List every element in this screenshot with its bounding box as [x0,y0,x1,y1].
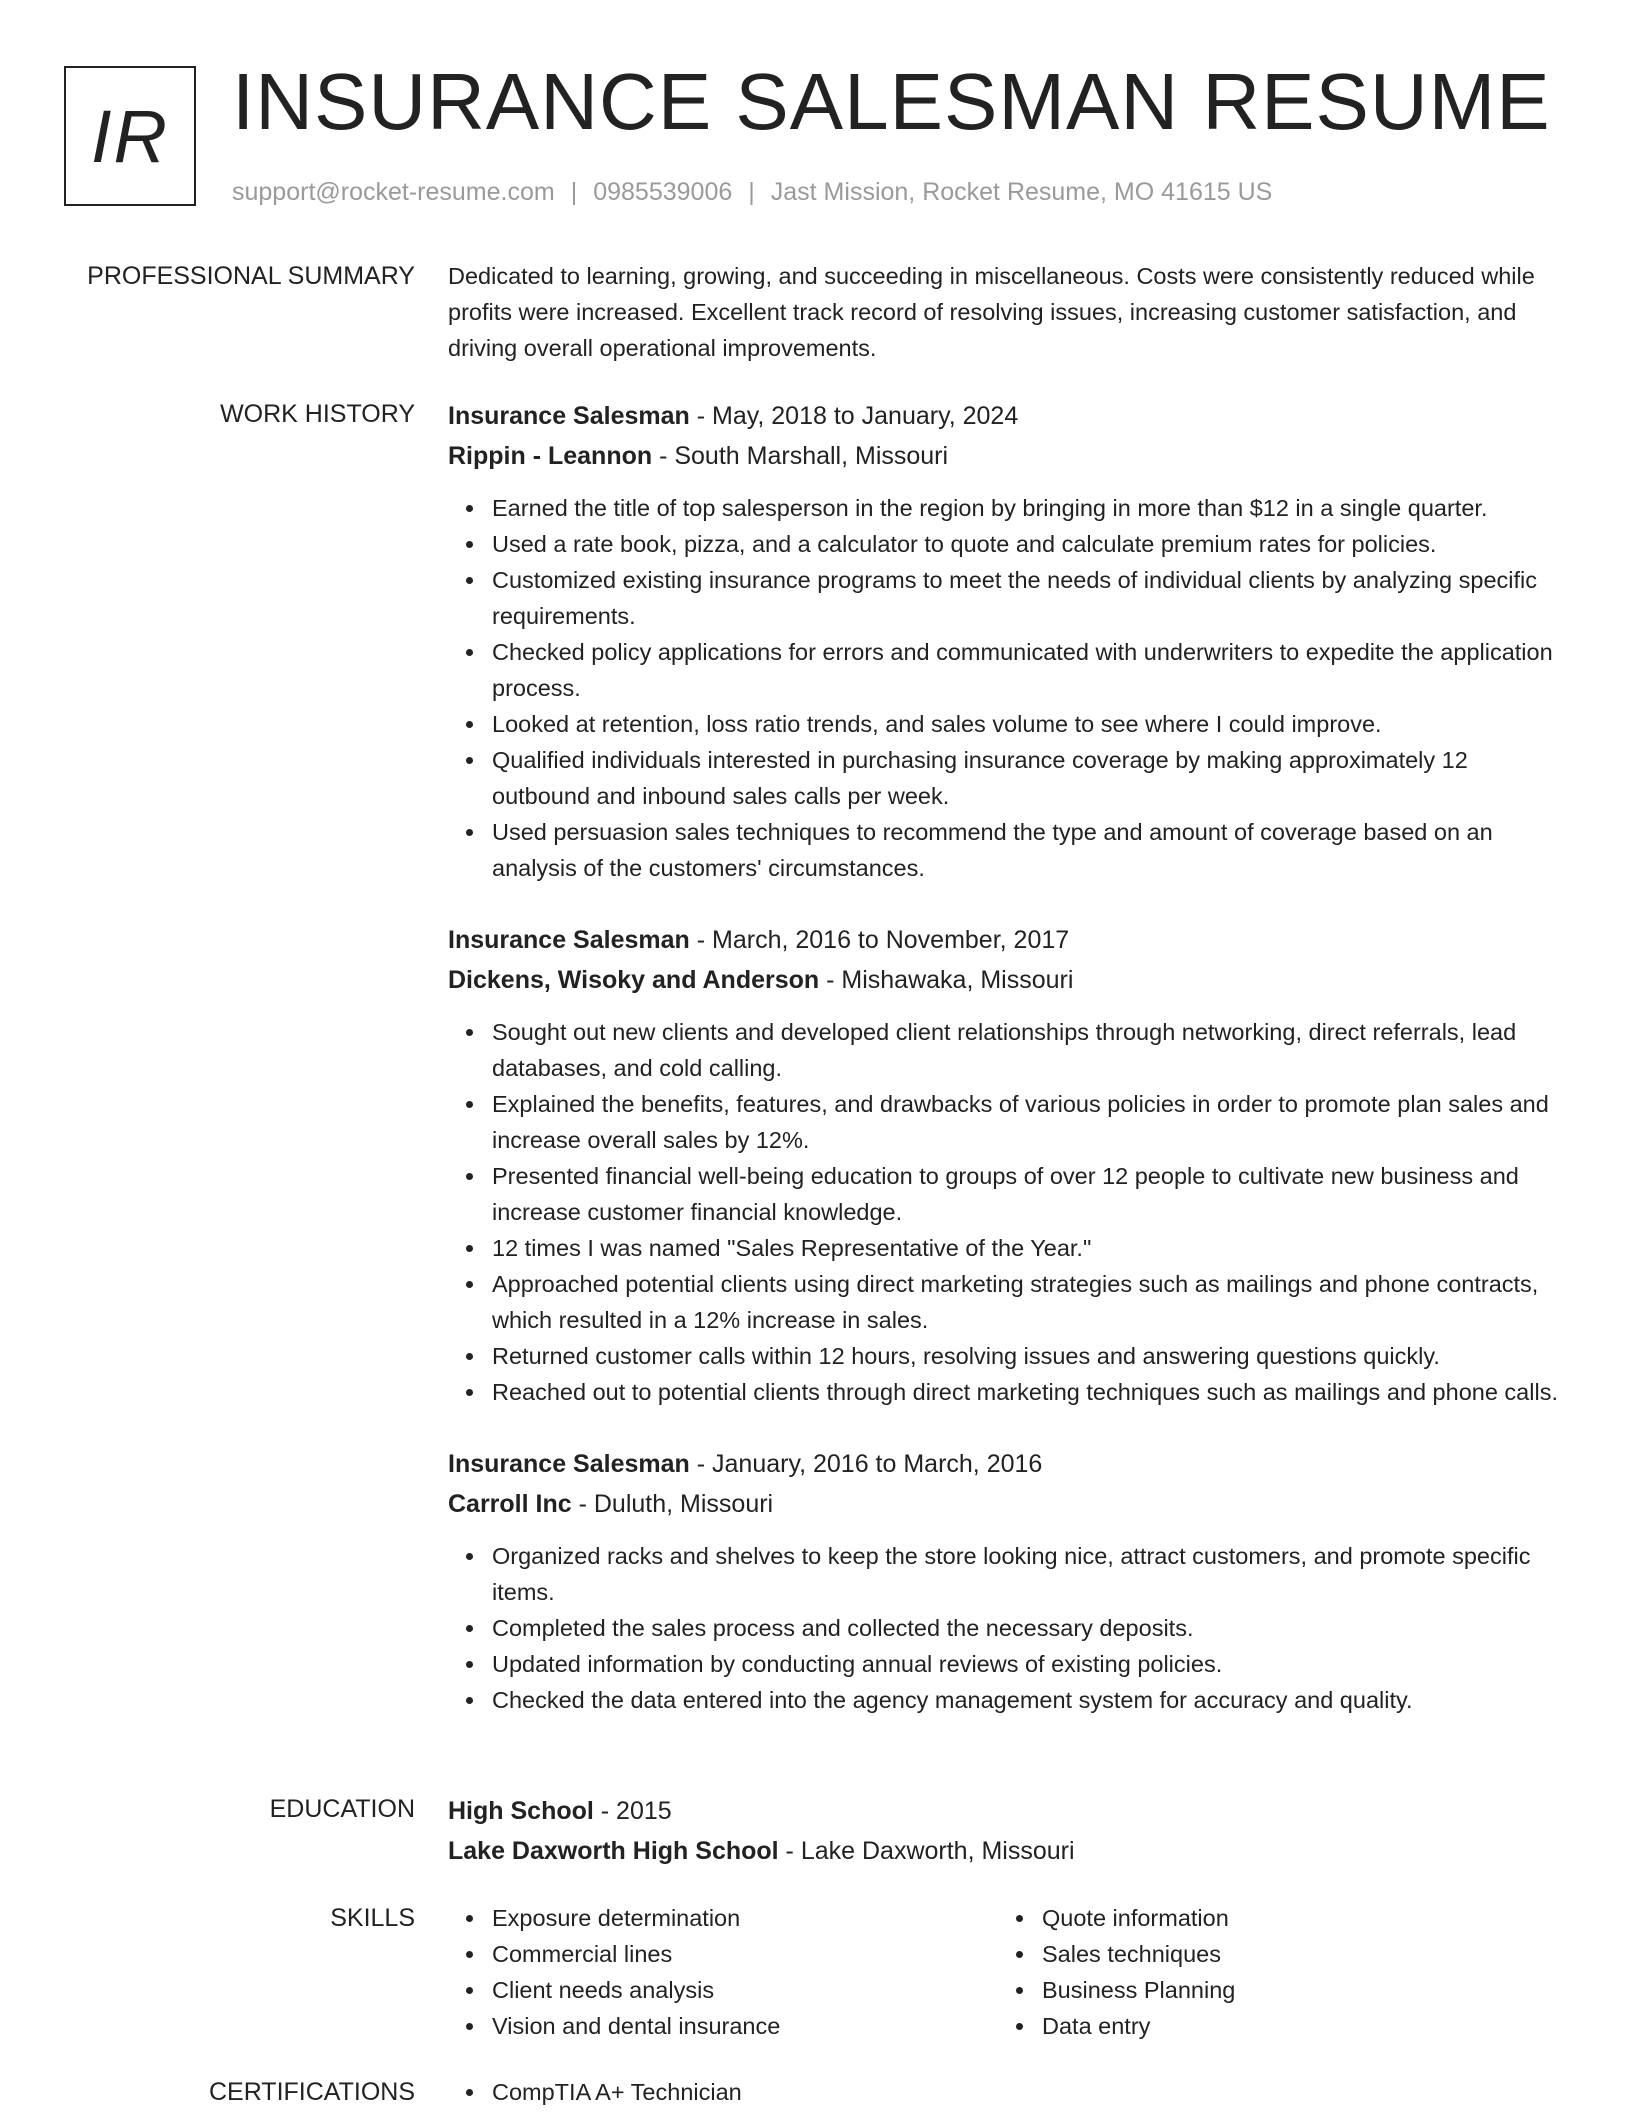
job-entry [448,920,1568,1410]
education-year: - 2015 [593,1797,672,1825]
job-title-line [448,396,1568,436]
job-dates: - May, 2018 to January, 2024 [689,402,1019,430]
skill-item: Business Planning [1042,1972,1518,2008]
job-bullet: Used persuasion sales techniques to recommend the type and amount of coverage based on an analysis of the customers' circumstances. [492,814,1568,886]
summary-text: Dedicated to learning, growing, and succeeding in miscellaneous. Costs were consistently reduced while profits were increased. Excellent track record of resolving issues, increasing customer satisfaction, and driving overall operational improvements. [448,263,1535,361]
job-location: - Duluth, Missouri [571,1490,774,1518]
section-label-skills: SKILLS [330,1904,415,1932]
job-dates: - January, 2016 to March, 2016 [689,1450,1043,1478]
resume-title: INSURANCE SALESMAN RESUME [232,57,1551,146]
skill-item: Vision and dental insurance [492,2008,998,2044]
job-entry [448,396,1568,886]
certifications-list [448,2074,1568,2110]
job-company: Dickens, Wisoky and Anderson [448,966,820,994]
skill-item: Sales techniques [1042,1936,1518,1972]
skills-column-right [998,1900,1518,2044]
job-bullet: Sought out new clients and developed client relationships through networking, direct referrals, lead databases, and cold calling. [492,1014,1568,1086]
job-bullets [448,1538,1568,1718]
job-title: Insurance Salesman [448,926,690,954]
job-dates: - March, 2016 to November, 2017 [689,926,1070,954]
job-bullet: Earned the title of top salesperson in the region by bringing in more than $12 in a single quarter. [492,490,1568,526]
monogram-logo: IR [64,66,196,206]
education-school-line [448,1831,1568,1871]
contact-address: Jast Mission, Rocket Resume, MO 41615 US [770,178,1273,206]
section-label-summary: PROFESSIONAL SUMMARY [87,262,415,290]
education-school: Lake Daxworth High School [448,1837,779,1865]
section-label-education: EDUCATION [269,1795,415,1823]
job-bullet: Checked the data entered into the agency management system for accuracy and quality. [492,1682,1568,1718]
certifications-column [448,2074,998,2110]
contact-phone: 0985539006 [593,178,733,206]
section-label-certifications: CERTIFICATIONS [208,2078,415,2106]
job-company: Rippin - Leannon [448,442,653,470]
job-bullet: Customized existing insurance programs to meet the needs of individual clients by analyzing specific requirements. [492,562,1568,634]
job-bullet: Updated information by conducting annual reviews of existing policies. [492,1646,1568,1682]
job-bullets [448,1014,1568,1410]
job-location: - South Marshall, Missouri [652,442,949,470]
job-bullet: Qualified individuals interested in purchasing insurance coverage by making approximately 12 outbound and inbound sales calls per week. [492,742,1568,814]
job-title-line [448,920,1568,960]
job-bullet: 12 times I was named "Sales Representative of the Year." [492,1230,1568,1266]
section-label-work-history: WORK HISTORY [220,400,415,428]
job-location: - Mishawaka, Missouri [819,966,1074,994]
skill-item: Data entry [1042,2008,1518,2044]
job-company-line [448,960,1568,1000]
job-bullet: Approached potential clients using direct marketing strategies such as mailings and phone contracts, which resulted in a 12% increase in sales. [492,1266,1568,1338]
job-bullet: Reached out to potential clients through direct marketing techniques such as mailings and phone calls. [492,1374,1568,1410]
job-bullet: Used a rate book, pizza, and a calculator to quote and calculate premium rates for policies. [492,526,1568,562]
skill-item: Quote information [1042,1900,1518,1936]
job-bullet: Checked policy applications for errors and communicated with underwriters to expedite the application process. [492,634,1568,706]
skill-item: Client needs analysis [492,1972,998,2008]
job-title-line [448,1444,1568,1484]
job-company-line [448,1484,1568,1524]
job-bullet: Completed the sales process and collected the necessary deposits. [492,1610,1568,1646]
contact-email: support@rocket-resume.com [232,178,555,206]
job-title: Insurance Salesman [448,402,690,430]
work-history-list [448,396,1568,1752]
job-bullet: Looked at retention, loss ratio trends, and sales volume to see where I could improve. [492,706,1568,742]
education-location: - Lake Daxworth, Missouri [778,1837,1075,1865]
education-degree-line [448,1791,1568,1831]
job-bullets [448,490,1568,886]
education-entry [448,1791,1568,1871]
certification-item: CompTIA A+ Technician [492,2074,998,2110]
job-bullet: Returned customer calls within 12 hours, resolving issues and answering questions quickly. [492,1338,1568,1374]
skills-column-left [448,1900,998,2044]
contact-separator: | [748,178,755,206]
contact-separator: | [570,178,578,206]
contact-line [232,174,1272,210]
job-entry [448,1444,1568,1718]
job-company: Carroll Inc [448,1490,572,1518]
education-degree: High School [448,1797,594,1825]
job-bullet: Explained the benefits, features, and drawbacks of various policies in order to promote plan sales and increase overall sales by 12%. [492,1086,1568,1158]
skill-item: Exposure determination [492,1900,998,1936]
skills-list [448,1900,1568,2044]
skill-item: Commercial lines [492,1936,998,1972]
job-bullet: Presented financial well-being education to groups of over 12 people to cultivate new business and increase customer financial knowledge. [492,1158,1568,1230]
job-bullet: Organized racks and shelves to keep the store looking nice, attract customers, and promote specific items. [492,1538,1568,1610]
job-title: Insurance Salesman [448,1450,690,1478]
job-company-line [448,436,1568,476]
